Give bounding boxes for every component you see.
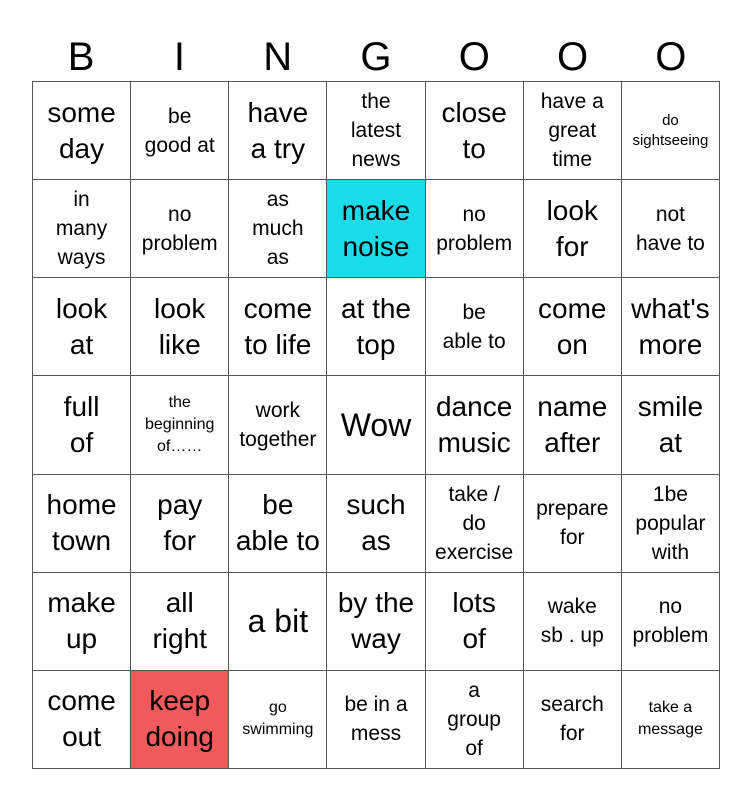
bingo-cell[interactable] bbox=[131, 82, 229, 180]
bingo-cell[interactable] bbox=[524, 278, 622, 376]
bingo-cell-text: be able to bbox=[235, 489, 320, 557]
bingo-cell-text: do sightseeing bbox=[632, 111, 709, 149]
bingo-cell[interactable] bbox=[229, 82, 327, 180]
bingo-cell[interactable] bbox=[524, 180, 622, 278]
bingo-cell-text: wake sb . up bbox=[540, 595, 604, 648]
bingo-cell-text: make noise bbox=[341, 194, 411, 262]
header-letter: I bbox=[173, 35, 185, 79]
bingo-cell[interactable] bbox=[229, 671, 327, 769]
bingo-cell-text: dance music bbox=[435, 390, 513, 458]
bingo-cell-text: come to life bbox=[243, 292, 313, 360]
bingo-cell-text: smile at bbox=[637, 390, 704, 458]
bingo-cell[interactable] bbox=[327, 475, 425, 573]
bingo-cell-text: no problem bbox=[436, 202, 513, 255]
bingo-cell-text: keep doing bbox=[145, 685, 214, 753]
bingo-cell-text: look like bbox=[154, 292, 206, 360]
bingo-cell[interactable] bbox=[327, 278, 425, 376]
bingo-cell-text: some day bbox=[47, 96, 116, 164]
bingo-cell[interactable] bbox=[524, 475, 622, 573]
bingo-cell[interactable] bbox=[33, 180, 131, 278]
bingo-cell[interactable] bbox=[524, 82, 622, 180]
bingo-cell[interactable] bbox=[327, 573, 425, 671]
bingo-cell[interactable] bbox=[33, 671, 131, 769]
header-letter: G bbox=[360, 35, 392, 79]
bingo-cell[interactable] bbox=[622, 180, 720, 278]
bingo-cell[interactable] bbox=[229, 180, 327, 278]
bingo-cell-text: what's more bbox=[631, 292, 710, 360]
bingo-cell-text: no problem bbox=[632, 595, 709, 648]
bingo-cell[interactable] bbox=[327, 82, 425, 180]
bingo-cell[interactable] bbox=[524, 671, 622, 769]
bingo-cell[interactable] bbox=[33, 82, 131, 180]
bingo-cell[interactable] bbox=[622, 671, 720, 769]
bingo-cell[interactable] bbox=[327, 180, 425, 278]
bingo-cell[interactable] bbox=[426, 278, 524, 376]
bingo-cell[interactable] bbox=[131, 671, 229, 769]
bingo-cell-text: such as bbox=[346, 489, 406, 557]
bingo-cell[interactable] bbox=[622, 278, 720, 376]
bingo-cell-text: be in a mess bbox=[344, 693, 408, 746]
bingo-cell-text: come on bbox=[538, 292, 607, 360]
bingo-cell[interactable] bbox=[33, 475, 131, 573]
bingo-cell[interactable] bbox=[622, 376, 720, 474]
bingo-cell[interactable] bbox=[131, 475, 229, 573]
header-letter: O bbox=[655, 35, 687, 79]
bingo-cell-text: take a message bbox=[637, 699, 703, 739]
bingo-cell-text: have a try bbox=[247, 96, 309, 164]
bingo-cell[interactable] bbox=[622, 475, 720, 573]
bingo-cell[interactable] bbox=[622, 82, 720, 180]
bingo-cell-text: prepare for bbox=[536, 497, 609, 550]
header-letter: O bbox=[557, 35, 589, 79]
bingo-cell-text: not have to bbox=[635, 202, 705, 255]
bingo-cell-text: lots of bbox=[452, 587, 496, 655]
bingo-cell-text: be good at bbox=[144, 104, 215, 157]
bingo-cell-text: work together bbox=[239, 398, 317, 451]
bingo-cell-text: go swimming bbox=[242, 699, 314, 739]
bingo-cell[interactable] bbox=[33, 573, 131, 671]
bingo-cell[interactable] bbox=[33, 376, 131, 474]
bingo-cell[interactable] bbox=[524, 376, 622, 474]
bingo-cell-text: all right bbox=[152, 587, 207, 655]
bingo-cell-text: a bit bbox=[247, 603, 309, 640]
bingo-cell-text: home town bbox=[46, 489, 117, 557]
bingo-grid bbox=[32, 81, 720, 769]
bingo-cell[interactable] bbox=[131, 573, 229, 671]
bingo-cell[interactable] bbox=[327, 671, 425, 769]
header-letter: O bbox=[458, 35, 490, 79]
bingo-cell[interactable] bbox=[131, 376, 229, 474]
bingo-cell[interactable] bbox=[524, 573, 622, 671]
bingo-cell-text: by the way bbox=[337, 587, 415, 655]
bingo-cell[interactable] bbox=[229, 573, 327, 671]
bingo-cell-text: close to bbox=[441, 96, 507, 164]
bingo-cell-text: in many ways bbox=[55, 188, 108, 270]
bingo-cell-text: name after bbox=[537, 390, 608, 458]
header-letter: B bbox=[67, 35, 95, 79]
bingo-cell[interactable] bbox=[622, 573, 720, 671]
bingo-cell-text: 1be popular with bbox=[635, 482, 706, 564]
bingo-cell-text: at the top bbox=[340, 292, 412, 360]
bingo-cell[interactable] bbox=[131, 278, 229, 376]
bingo-cell-text: a group of bbox=[447, 678, 501, 760]
bingo-header bbox=[32, 34, 720, 80]
bingo-cell-text: look at bbox=[55, 292, 108, 360]
bingo-cell-text: look for bbox=[546, 194, 598, 262]
bingo-cell-text: the beginning of…… bbox=[145, 393, 215, 455]
header-letter: N bbox=[263, 35, 293, 79]
bingo-cell-text: the latest news bbox=[350, 90, 402, 172]
bingo-cell[interactable] bbox=[426, 671, 524, 769]
bingo-cell[interactable] bbox=[229, 376, 327, 474]
bingo-cell-text: pay for bbox=[157, 489, 203, 557]
bingo-cell-text: be able to bbox=[442, 300, 506, 353]
bingo-cell[interactable] bbox=[426, 376, 524, 474]
bingo-cell[interactable] bbox=[426, 475, 524, 573]
bingo-cell-text: make up bbox=[47, 587, 116, 655]
bingo-cell-text: as much as bbox=[252, 188, 304, 270]
bingo-cell-text: full of bbox=[63, 390, 100, 458]
bingo-cell-text: Wow bbox=[340, 406, 412, 443]
bingo-cell[interactable] bbox=[33, 278, 131, 376]
bingo-cell[interactable] bbox=[229, 475, 327, 573]
bingo-cell-text: search for bbox=[540, 693, 604, 746]
bingo-cell[interactable] bbox=[327, 376, 425, 474]
bingo-cell-text: take / do exercise bbox=[435, 482, 514, 564]
bingo-cell[interactable] bbox=[426, 180, 524, 278]
bingo-cell[interactable] bbox=[426, 573, 524, 671]
bingo-cell[interactable] bbox=[229, 278, 327, 376]
bingo-cell[interactable] bbox=[131, 180, 229, 278]
bingo-cell-text: no problem bbox=[141, 202, 218, 255]
bingo-cell-text: come out bbox=[47, 685, 116, 753]
bingo-cell[interactable] bbox=[426, 82, 524, 180]
bingo-cell-text: have a great time bbox=[540, 90, 604, 172]
